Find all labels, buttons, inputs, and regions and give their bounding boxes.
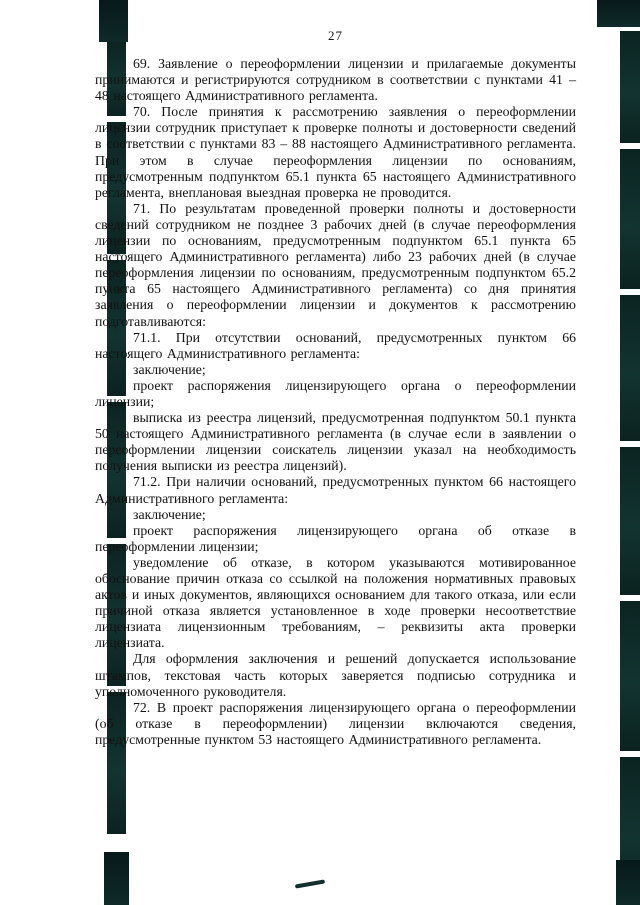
paragraph-69: 69. Заявление о переоформлении лицензии и прилагаемые документы принимаются и регистрируются сотрудником в соответствии с пунктами 41 – 48 настоящего Административного регламента.: [95, 56, 576, 104]
list-item-conclusion: заключение;: [133, 361, 206, 377]
paragraph-71-2: 71.2. При наличии оснований, предусмотренных пунктом 66 настоящего Административного регламента:: [95, 474, 576, 506]
scan-edge-top-right: [597, 0, 640, 27]
paragraph-71-1: 71.1. При отсутствии оснований, предусмотренных пунктом 66 настоящего Административного регламента:: [95, 329, 576, 361]
list-item-extract: выписка из реестра лицензий, предусмотренная подпунктом 50.1 пункта 50 настоящего Административного регламента (в случае если в заявлении о переоформлении лицензии соискатель лицензии указал на необходимость получения выписки из реестра лицензий).: [95, 410, 576, 474]
page-content: [95, 28, 576, 748]
scan-edge-right: [620, 149, 640, 289]
scan-edge-bottom-left: [104, 852, 129, 905]
paragraph-stamps: Для оформления заключения и решений допускается использование штампов, текстовая часть которых заверяется подписью сотрудника и уполномоченного руководителя.: [95, 651, 576, 699]
list-item-draft-order: проект распоряжения лицензирующего органа о переоформлении лицензии;: [95, 377, 576, 409]
scan-edge-right: [620, 447, 640, 595]
scan-edge-right: [620, 295, 640, 441]
paragraph-70: 70. После принятия к рассмотрению заявления о переоформлении лицензии сотрудник приступает к проверке полноты и достоверности сведений в соответствии с пунктами 83 – 88 настоящего Административного регламента. При этом в случае переоформления лицензии по основаниям, предусмотренным подпунктом 65.1 пункта 65 настоящего Административного регламента, внеплановая выездная проверка не проводится.: [95, 104, 576, 200]
list-item-conclusion-2: заключение;: [133, 506, 206, 522]
paragraph-71: 71. По результатам проведенной проверки полноты и достоверности сведений сотрудником не позднее 3 рабочих дней (в случае переоформления лицензии по основаниям, предусмотренным подпунктом 65.1 пункта 65 настоящего Административного регламента) либо 23 рабочих дней (в случае переоформления лицензии по основаниям, предусмотренным подпунктом 65.2 пункта 65 настоящего Административного регламента) со дня принятия заявления о переоформлении лицензии и документов к рассмотрению подготавливаются:: [95, 200, 576, 329]
scan-edge-right: [620, 31, 640, 143]
list-item-draft-refusal: проект распоряжения лицензирующего органа об отказе в переоформлении лицензии;: [95, 522, 576, 554]
paragraph-72: 72. В проект распоряжения лицензирующего органа о переоформлении (об отказе в переоформлении) лицензии включаются сведения, предусмотренные пунктом 53 настоящего Административного регламента.: [95, 699, 576, 747]
scan-edge-bottom-right: [616, 860, 640, 905]
list-item-notification: уведомление об отказе, в котором указываются мотивированное обоснование причин отказа со ссылкой на положения нормативных правовых актов и иных документов, являющихся основанием для такого отказа, или если причиной отказа является установленное в ходе проверки несоответствие лицензиата лицензионным требованиям, – реквизиты акта проверки лицензиата.: [95, 554, 576, 651]
page-number: 27: [328, 28, 343, 43]
scan-artifact-mark: [295, 879, 325, 888]
scan-edge-right: [620, 601, 640, 751]
